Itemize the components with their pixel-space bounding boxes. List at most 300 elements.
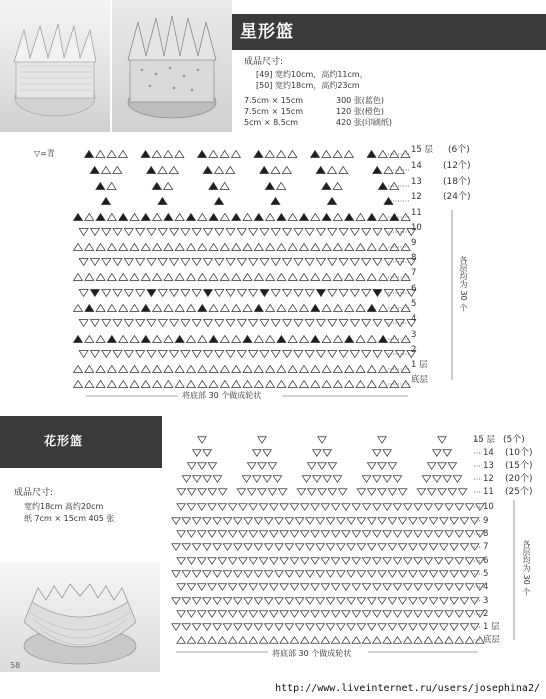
flower-unit-triangle [258, 437, 267, 444]
flower-unit-triangle [373, 531, 382, 538]
flower-unit-triangle [177, 489, 186, 496]
flower-unit-triangle [438, 489, 447, 496]
flower-count-11: (25个) [505, 487, 533, 497]
flower-unit-triangle [455, 504, 464, 511]
flower-unit-triangle [465, 531, 474, 538]
flower-unit-triangle [259, 531, 268, 538]
flower-unit-triangle [378, 489, 387, 496]
flower-unit-triangle [313, 450, 322, 457]
flower-unit-triangle [177, 584, 186, 591]
flower-unit-triangle [367, 489, 376, 496]
flower-unit-triangle [306, 624, 315, 631]
flower-unit-triangle [264, 624, 273, 631]
flower-unit-triangle [427, 463, 436, 470]
flower-unit-triangle [326, 624, 335, 631]
flower-unit-triangle [352, 504, 361, 511]
flower-unit-triangle [228, 637, 237, 644]
flower-unit-triangle [268, 489, 277, 496]
flower-unit-triangle [328, 463, 337, 470]
flower-unit-triangle [323, 450, 332, 457]
flower-unit-triangle [429, 518, 438, 525]
flower-basket-title: 花形篮 [44, 434, 84, 448]
flower-unit-triangle [275, 624, 284, 631]
flower-unit-triangle [203, 476, 212, 483]
flower-unit-triangle [393, 476, 402, 483]
flower-unit-triangle [357, 518, 366, 525]
flower-unit-triangle [419, 598, 428, 605]
flower-unit-triangle [275, 518, 284, 525]
flower-unit-triangle [239, 531, 248, 538]
flower-unit-triangle [198, 584, 207, 591]
flower-unit-triangle [213, 518, 222, 525]
flower-unit-triangle [177, 504, 186, 511]
flower-unit-triangle [177, 531, 186, 538]
flower-unit-triangle [301, 504, 310, 511]
flower-unit-triangle [223, 518, 232, 525]
flower-unit-triangle [337, 624, 346, 631]
flower-unit-triangle [383, 637, 392, 644]
flower-row-label-8: 8 [483, 529, 489, 539]
flower-unit-triangle [404, 584, 413, 591]
flower-unit-triangle [342, 611, 351, 618]
flower-unit-triangle [331, 637, 340, 644]
flower-unit-triangle [434, 531, 443, 538]
flower-unit-triangle [404, 504, 413, 511]
flower-unit-triangle [373, 558, 382, 565]
flower-unit-triangle [218, 489, 227, 496]
page-number: 58 [10, 661, 21, 670]
flower-unit-triangle [316, 571, 325, 578]
flower-basket-specs-heading: 成品尺寸: [14, 488, 54, 498]
flower-unit-triangle [290, 611, 299, 618]
flower-unit-triangle [203, 571, 212, 578]
flower-unit-triangle [318, 437, 327, 444]
flower-unit-triangle [393, 584, 402, 591]
flower-unit-triangle [213, 598, 222, 605]
flower-unit-triangle [362, 558, 371, 565]
flower-unit-triangle [264, 518, 273, 525]
flower-unit-triangle [306, 598, 315, 605]
star-basket-paper-amount-3: 420 张(印刷纸) [336, 118, 393, 127]
flower-unit-triangle [223, 624, 232, 631]
flower-unit-triangle [192, 518, 201, 525]
flower-unit-triangle [306, 518, 315, 525]
flower-unit-triangle [433, 450, 442, 457]
flower-unit-triangle [290, 637, 299, 644]
flower-unit-triangle [316, 624, 325, 631]
flower-unit-triangle [443, 476, 452, 483]
flower-unit-triangle [347, 544, 356, 551]
star-row-label-10: 10 [411, 223, 422, 233]
flower-unit-triangle [388, 544, 397, 551]
flower-row-label-13: 13 [483, 461, 494, 471]
flower-unit-triangle [450, 571, 459, 578]
flower-unit-triangle [321, 504, 330, 511]
flower-unit-triangle [357, 624, 366, 631]
flower-unit-triangle [306, 544, 315, 551]
flower-unit-triangle [244, 518, 253, 525]
flower-unit-triangle [455, 584, 464, 591]
flower-unit-triangle [460, 598, 469, 605]
flower-unit-triangle [295, 571, 304, 578]
flower-unit-triangle [270, 504, 279, 511]
flower-unit-triangle [187, 531, 196, 538]
flower-unit-triangle [311, 504, 320, 511]
flower-unit-triangle [398, 624, 407, 631]
flower-unit-triangle [203, 450, 212, 457]
flower-unit-triangle [270, 531, 279, 538]
star-row-label-6: 6 [411, 284, 417, 294]
flower-unit-triangle [440, 544, 449, 551]
flower-unit-triangle [362, 584, 371, 591]
flower-unit-triangle [259, 611, 268, 618]
flower-unit-triangle [234, 544, 243, 551]
flower-unit-triangle [182, 624, 191, 631]
flower-unit-triangle [263, 476, 272, 483]
flower-unit-triangle [203, 598, 212, 605]
flower-unit-triangle [440, 598, 449, 605]
flower-unit-triangle [427, 489, 436, 496]
flower-unit-triangle [450, 598, 459, 605]
flower-unit-triangle [208, 531, 217, 538]
star-basket-paper-size-1: 7.5cm × 15cm [244, 96, 304, 105]
flower-unit-triangle [254, 544, 263, 551]
flower-unit-triangle [404, 637, 413, 644]
flower-unit-triangle [313, 476, 322, 483]
flower-unit-triangle [239, 558, 248, 565]
flower-unit-triangle [321, 584, 330, 591]
flower-unit-triangle [213, 571, 222, 578]
flower-unit-triangle [373, 611, 382, 618]
flower-unit-triangle [208, 504, 217, 511]
flower-row-label-12: 12 [483, 474, 494, 484]
flower-side-label: 各层均为 30 个 [522, 540, 531, 596]
flower-unit-triangle [228, 611, 237, 618]
flower-unit-triangle [182, 571, 191, 578]
flower-unit-triangle [237, 489, 246, 496]
flower-unit-triangle [388, 624, 397, 631]
flower-unit-triangle [357, 571, 366, 578]
flower-unit-triangle [254, 518, 263, 525]
star-basket-legend: ▽=青 [34, 149, 55, 158]
flower-unit-triangle [373, 504, 382, 511]
flower-unit-triangle [203, 518, 212, 525]
flower-unit-triangle [192, 544, 201, 551]
flower-unit-triangle [223, 544, 232, 551]
flower-unit-triangle [417, 489, 426, 496]
star-row-label-11: 11 [411, 208, 422, 218]
flower-unit-triangle [367, 518, 376, 525]
flower-unit-triangle [347, 598, 356, 605]
flower-unit-triangle [328, 489, 337, 496]
flower-unit-triangle [242, 476, 251, 483]
star-count-12: (24个) [443, 192, 471, 202]
flower-unit-triangle [419, 544, 428, 551]
flower-unit-triangle [254, 598, 263, 605]
flower-unit-triangle [218, 504, 227, 511]
flower-unit-triangle [198, 637, 207, 644]
flower-unit-triangle [213, 624, 222, 631]
flower-unit-triangle [367, 544, 376, 551]
flower-unit-triangle [198, 463, 207, 470]
flower-unit-triangle [295, 624, 304, 631]
flower-unit-triangle [264, 598, 273, 605]
flower-unit-triangle [192, 598, 201, 605]
flower-unit-triangle [275, 544, 284, 551]
flower-row-label-15: 15 层 [473, 435, 496, 445]
flower-unit-triangle [290, 531, 299, 538]
flower-unit-triangle [383, 504, 392, 511]
star-row-label-8: 8 [411, 253, 417, 263]
flower-caption: 将底部 30 个做成轮状 [272, 649, 352, 658]
flower-unit-triangle [424, 611, 433, 618]
flower-unit-triangle [460, 624, 469, 631]
flower-unit-triangle [270, 584, 279, 591]
flower-count-14: (10个) [505, 448, 533, 458]
flower-unit-triangle [218, 558, 227, 565]
flower-unit-triangle [280, 531, 289, 538]
flower-unit-triangle [234, 571, 243, 578]
flower-unit-triangle [419, 571, 428, 578]
star-count-15: (6个) [448, 145, 470, 155]
flower-unit-triangle [302, 476, 311, 483]
flower-unit-triangle [419, 624, 428, 631]
flower-unit-triangle [295, 544, 304, 551]
flower-unit-triangle [182, 518, 191, 525]
star-basket-size-50: [50] 宽约18cm，高约23cm [256, 81, 360, 90]
flower-unit-triangle [198, 611, 207, 618]
flower-unit-triangle [367, 463, 376, 470]
star-count-14: (12个) [443, 161, 471, 171]
flower-unit-triangle [338, 489, 347, 496]
flower-unit-triangle [187, 611, 196, 618]
flower-unit-triangle [198, 489, 207, 496]
flower-unit-triangle [378, 463, 387, 470]
flower-unit-triangle [465, 584, 474, 591]
flower-unit-triangle [414, 637, 423, 644]
flower-unit-triangle [331, 611, 340, 618]
flower-unit-triangle [182, 598, 191, 605]
flower-unit-triangle [352, 558, 361, 565]
flower-unit-triangle [198, 531, 207, 538]
flower-unit-triangle [198, 558, 207, 565]
flower-unit-triangle [362, 637, 371, 644]
flower-unit-triangle [347, 518, 356, 525]
flower-unit-triangle [424, 584, 433, 591]
flower-unit-triangle [331, 531, 340, 538]
flower-unit-triangle [367, 598, 376, 605]
flower-unit-triangle [453, 476, 462, 483]
flower-unit-triangle [198, 437, 207, 444]
flower-unit-triangle [203, 544, 212, 551]
flower-unit-triangle [458, 489, 467, 496]
flower-unit-triangle [234, 518, 243, 525]
flower-unit-triangle [465, 637, 474, 644]
flower-unit-triangle [316, 598, 325, 605]
flower-unit-triangle [434, 558, 443, 565]
flower-unit-triangle [208, 463, 217, 470]
flower-unit-triangle [455, 637, 464, 644]
flower-unit-triangle [352, 637, 361, 644]
star-basket-paper-size-2: 7.5cm × 15cm [244, 107, 304, 116]
flower-unit-triangle [342, 504, 351, 511]
flower-unit-triangle [337, 571, 346, 578]
flower-unit-triangle [443, 450, 452, 457]
flower-unit-triangle [187, 504, 196, 511]
flower-unit-triangle [404, 611, 413, 618]
flower-unit-triangle [187, 463, 196, 470]
flower-unit-triangle [337, 544, 346, 551]
flower-unit-triangle [239, 637, 248, 644]
flower-unit-triangle [268, 463, 277, 470]
flower-unit-triangle [295, 598, 304, 605]
flower-row-label-base: 底层 [483, 635, 501, 645]
flower-unit-triangle [362, 504, 371, 511]
flower-row-label-7: 7 [483, 542, 489, 552]
flower-unit-triangle [192, 571, 201, 578]
flower-unit-triangle [249, 531, 258, 538]
flower-unit-triangle [280, 611, 289, 618]
flower-unit-triangle [352, 531, 361, 538]
flower-unit-triangle [409, 598, 418, 605]
flower-unit-triangle [228, 531, 237, 538]
flower-unit-triangle [342, 584, 351, 591]
flower-unit-triangle [290, 558, 299, 565]
flower-unit-triangle [445, 558, 454, 565]
flower-unit-triangle [450, 544, 459, 551]
star-row-label-14: 14 [411, 161, 422, 171]
flower-unit-triangle [393, 611, 402, 618]
star-row-label-5: 5 [411, 299, 417, 309]
flower-unit-triangle [223, 571, 232, 578]
flower-unit-triangle [373, 584, 382, 591]
flower-unit-triangle [280, 637, 289, 644]
flower-unit-triangle [378, 598, 387, 605]
flower-unit-triangle [218, 637, 227, 644]
star-row-label-1: 1 层 [411, 360, 428, 370]
flower-unit-triangle [388, 598, 397, 605]
source-watermark: http://www.liveinternet.ru/users/josephina2/ [275, 683, 540, 694]
flower-unit-triangle [434, 637, 443, 644]
flower-unit-triangle [440, 624, 449, 631]
flower-unit-triangle [429, 544, 438, 551]
flower-unit-triangle [187, 558, 196, 565]
flower-unit-triangle [218, 531, 227, 538]
flower-unit-triangle [254, 624, 263, 631]
star-basket-paper-size-3: 5cm × 8.5cm [244, 118, 298, 127]
flower-unit-triangle [326, 518, 335, 525]
flower-unit-triangle [393, 531, 402, 538]
star-row-label-15: 15 层 [411, 145, 434, 155]
flower-unit-triangle [460, 544, 469, 551]
flower-unit-triangle [318, 489, 327, 496]
flower-unit-triangle [177, 637, 186, 644]
star-row-label-7: 7 [411, 268, 417, 278]
flower-unit-triangle [208, 611, 217, 618]
flower-unit-triangle [398, 489, 407, 496]
flower-unit-triangle [239, 584, 248, 591]
flower-unit-triangle [398, 571, 407, 578]
flower-unit-triangle [290, 584, 299, 591]
flower-unit-triangle [253, 476, 262, 483]
flower-unit-triangle [337, 518, 346, 525]
flower-unit-triangle [419, 518, 428, 525]
flower-unit-triangle [249, 611, 258, 618]
flower-unit-triangle [187, 584, 196, 591]
flower-unit-triangle [213, 544, 222, 551]
flower-unit-triangle [433, 476, 442, 483]
flower-unit-triangle [182, 544, 191, 551]
flower-unit-triangle [301, 558, 310, 565]
flower-unit-triangle [393, 504, 402, 511]
flower-unit-triangle [307, 463, 316, 470]
flower-unit-triangle [448, 463, 457, 470]
star-basket-paper-amount-2: 120 张(橙色) [336, 107, 385, 116]
flower-row-label-6: 6 [483, 556, 489, 566]
flower-unit-triangle [187, 637, 196, 644]
flower-unit-triangle [177, 611, 186, 618]
flower-unit-triangle [208, 637, 217, 644]
flower-unit-triangle [373, 476, 382, 483]
flower-unit-triangle [247, 463, 256, 470]
flower-unit-triangle [270, 558, 279, 565]
star-row-label-2: 2 [411, 345, 417, 355]
flower-unit-triangle [445, 611, 454, 618]
flower-unit-triangle [378, 518, 387, 525]
flower-unit-triangle [414, 584, 423, 591]
flower-unit-triangle [326, 598, 335, 605]
flower-unit-triangle [301, 531, 310, 538]
flower-unit-triangle [172, 624, 181, 631]
flower-unit-triangle [424, 558, 433, 565]
flower-unit-triangle [244, 571, 253, 578]
star-side-label: 各层均为 30 个 [459, 256, 468, 312]
flower-unit-triangle [290, 504, 299, 511]
flower-unit-triangle [333, 476, 342, 483]
flower-unit-triangle [198, 504, 207, 511]
flower-unit-triangle [388, 571, 397, 578]
flower-unit-triangle [321, 637, 330, 644]
flower-unit-triangle [460, 518, 469, 525]
flower-unit-triangle [223, 598, 232, 605]
flower-unit-triangle [275, 598, 284, 605]
flower-unit-triangle [409, 571, 418, 578]
flower-unit-triangle [424, 637, 433, 644]
flower-unit-triangle [434, 611, 443, 618]
flower-unit-triangle [398, 518, 407, 525]
flower-unit-triangle [460, 571, 469, 578]
star-row-label-13: 13 [411, 177, 422, 187]
flower-unit-triangle [264, 544, 273, 551]
flower-row-label-4: 4 [483, 582, 489, 592]
flower-unit-triangle [321, 558, 330, 565]
flower-count-12: (20个) [505, 474, 533, 484]
flower-unit-triangle [177, 558, 186, 565]
star-row-label-12: 12 [411, 192, 422, 202]
flower-unit-triangle [383, 584, 392, 591]
flower-unit-triangle [388, 489, 397, 496]
flower-unit-triangle [244, 624, 253, 631]
flower-unit-triangle [383, 476, 392, 483]
flower-unit-triangle [367, 624, 376, 631]
star-row-label-9: 9 [411, 238, 417, 248]
flower-unit-triangle [393, 637, 402, 644]
flower-unit-triangle [445, 531, 454, 538]
flower-unit-triangle [307, 489, 316, 496]
flower-unit-triangle [448, 489, 457, 496]
flower-unit-triangle [429, 571, 438, 578]
flower-unit-triangle [187, 489, 196, 496]
